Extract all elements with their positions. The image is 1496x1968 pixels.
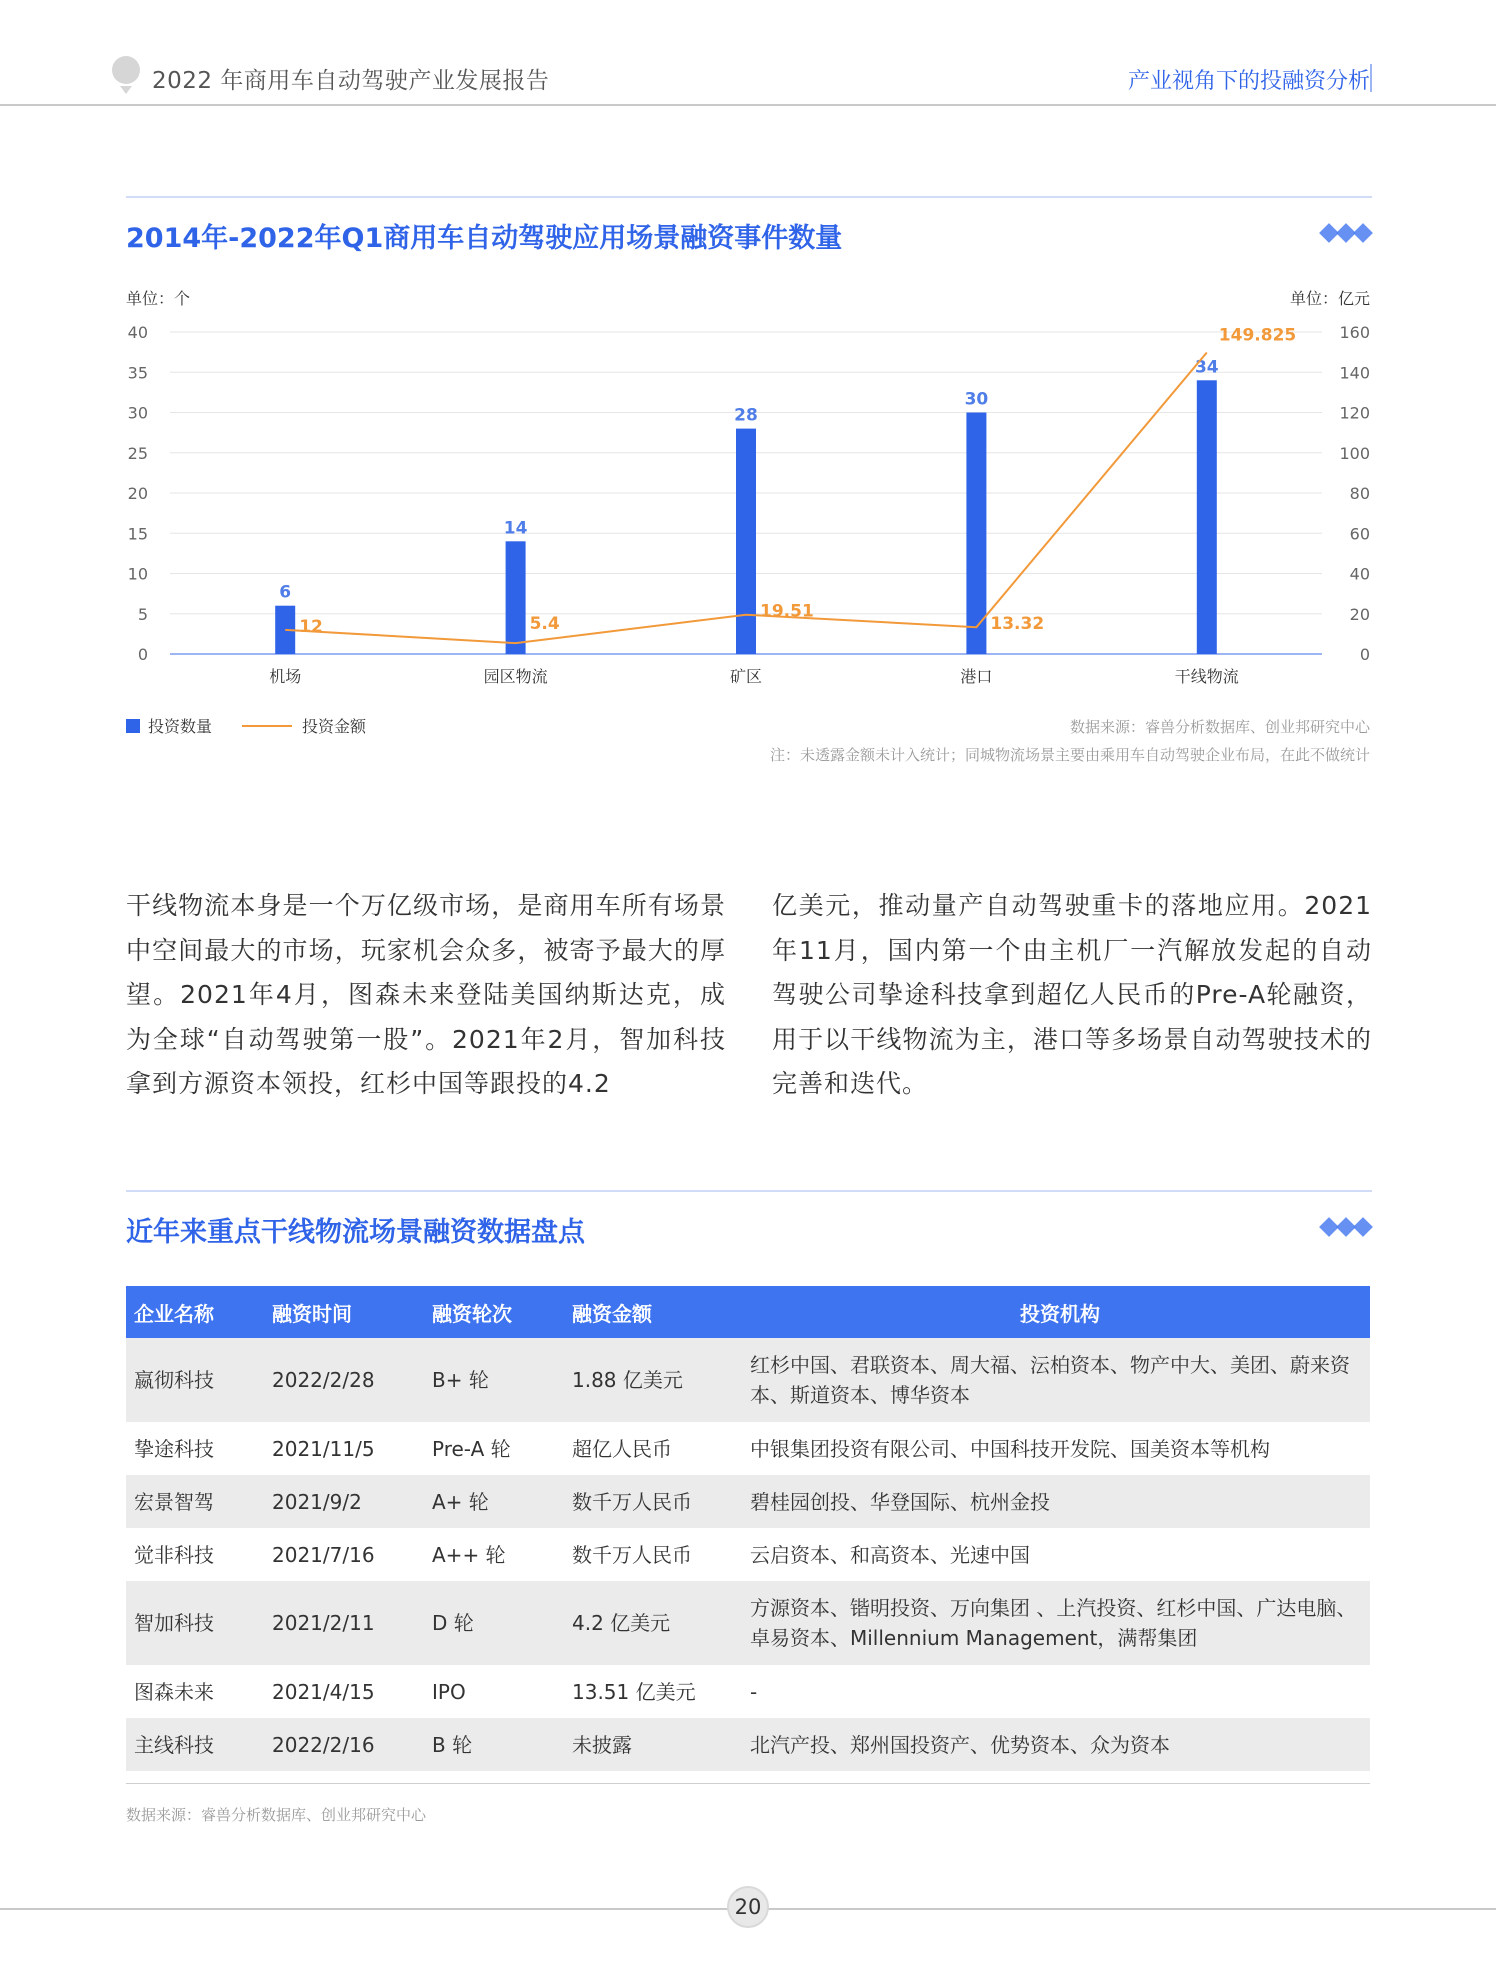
y-right-tick-label: 0 (1359, 645, 1370, 664)
y-right-tick-label: 160 (1339, 323, 1370, 342)
cell-date: 2021/2/11 (264, 1581, 424, 1665)
y-left-tick-label: 35 (127, 363, 148, 383)
table-source: 数据来源：睿兽分析数据库、创业邦研究中心 (126, 1806, 427, 1824)
x-tick-label: 机场 (269, 667, 302, 686)
cell-company: 嬴彻科技 (126, 1338, 264, 1422)
x-tick-label: 矿区 (729, 667, 763, 686)
section-divider (126, 1190, 1372, 1192)
column-header: 投资机构 (742, 1286, 1370, 1338)
table-row (126, 1665, 1370, 1718)
section-divider (126, 196, 1372, 198)
y-right-tick-label: 60 (1349, 524, 1370, 544)
table-row (126, 1581, 1370, 1665)
cell-company: 宏景智驾 (126, 1475, 264, 1528)
column-header: 融资轮次 (424, 1286, 564, 1338)
report-title: 2022 年商用车自动驾驶产业发展报告 (152, 68, 550, 94)
cell-date: 2022/2/28 (264, 1338, 424, 1422)
cell-investors: - (750, 1679, 758, 1704)
cell-date: 2021/9/2 (264, 1475, 424, 1528)
cell-amount: 4.2 亿美元 (564, 1581, 742, 1665)
x-tick-label: 干线物流 (1174, 667, 1239, 686)
cell-date: 2021/4/15 (272, 1679, 375, 1704)
bar-value-label: 14 (503, 518, 528, 539)
line-value-label: 149.825 (1218, 325, 1297, 346)
legend-line-label: 投资金额 (302, 717, 367, 736)
legend-bar-swatch (126, 719, 140, 733)
cell-round: D 轮 (424, 1581, 564, 1665)
diamonds-icon (1319, 226, 1370, 240)
y-right-tick-label: 140 (1339, 363, 1370, 383)
cell-company: 主线科技 (126, 1718, 264, 1771)
chart-note: 注：未透露金额未计入统计；同城物流场景主要由乘用车自动驾驶企业布局，在此不做统计 (769, 746, 1370, 764)
bar-value-label: 6 (279, 582, 292, 603)
financing-table (126, 1286, 1370, 1771)
cell-investors: 中银集团投资有限公司、中国科技开发院、国美资本等机构 (750, 1436, 1270, 1461)
x-tick-label: 港口 (960, 667, 993, 686)
y-left-tick-label: 10 (127, 564, 148, 584)
table-row (126, 1475, 1370, 1528)
column-header: 融资时间 (264, 1286, 424, 1338)
cell-round: IPO (432, 1679, 466, 1704)
cell-amount: 数千万人民币 (572, 1542, 692, 1567)
bar-value-label: 28 (734, 405, 758, 426)
cell-investors: 云启资本、和高资本、光速中国 (750, 1542, 1030, 1567)
cell-amount: 13.51 亿美元 (572, 1679, 696, 1704)
y-left-tick-label: 25 (127, 443, 148, 463)
table-row (126, 1718, 1370, 1771)
y-left-tick-label: 20 (127, 484, 148, 503)
y-left-tick-label: 15 (127, 524, 148, 544)
table-bottom-line (126, 1783, 1370, 1784)
table-header-row (126, 1286, 1370, 1338)
cell-company: 智加科技 (126, 1581, 264, 1665)
chart-legend (126, 714, 366, 737)
paragraph-left: 干线物流本身是一个万亿级市场，是商用车所有场景中空间最大的市场，玩家机会众多，被寄予最大的厚望。2021年4月，图森未来登陆美国纳斯达克，成为全球“自动驾驶第一股”。2021年2月，智加科技拿到方源资本领投，红杉中国等跟投的4.2 (126, 891, 726, 1098)
column-header: 企业名称 (126, 1286, 264, 1338)
right-axis-unit: 单位：亿元 (1289, 289, 1370, 308)
header-divider (1370, 64, 1372, 92)
cell-amount: 未披露 (564, 1718, 742, 1771)
legend-bar-label: 投资数量 (148, 717, 213, 736)
table-row (126, 1528, 1370, 1581)
cell-investors: 北汽产投、郑州国投资产、优势资本、众为资本 (742, 1718, 1370, 1771)
bar-value-label: 30 (964, 389, 989, 410)
y-left-tick-label: 30 (127, 403, 148, 423)
cell-date: 2021/11/5 (272, 1436, 375, 1461)
y-left-tick-label: 0 (137, 645, 148, 664)
cell-amount: 1.88 亿美元 (564, 1338, 742, 1422)
paragraph-right: 亿美元，推动量产自动驾驶重卡的落地应用。2021年11月，国内第一个由主机厂一汽解放发起的自动驾驶公司挚途科技拿到超亿人民币的Pre-A轮融资，用于以干线物流为主，港口等多场景自动驾驶技术的完善和迭代。 (772, 891, 1372, 1098)
left-axis-unit: 单位：个 (126, 289, 191, 308)
financing-chart (110, 310, 1390, 690)
cell-amount: 超亿人民币 (572, 1436, 672, 1461)
line-value-label: 19.51 (760, 601, 814, 622)
bar-园区物流 (506, 541, 526, 654)
cell-round: B 轮 (424, 1718, 564, 1771)
cell-round: A+ 轮 (424, 1475, 564, 1528)
cell-amount: 数千万人民币 (564, 1475, 742, 1528)
cell-date: 2022/2/16 (264, 1718, 424, 1771)
line-value-label: 5.4 (529, 614, 560, 635)
chart-source: 数据来源：睿兽分析数据库、创业邦研究中心 (1069, 718, 1370, 736)
y-right-tick-label: 80 (1349, 484, 1370, 503)
cell-round: A++ 轮 (432, 1542, 506, 1567)
cell-company: 觉非科技 (134, 1542, 214, 1567)
line-value-label: 12 (299, 616, 323, 637)
y-right-tick-label: 20 (1349, 604, 1370, 624)
x-tick-label: 园区物流 (483, 667, 548, 686)
cell-round: Pre-A 轮 (432, 1436, 511, 1461)
y-right-tick-label: 100 (1339, 443, 1370, 463)
cell-investors: 方源资本、锴明投资、万向集团 、上汽投资、红杉中国、广达电脑、卓易资本、Millennium Management，满帮集团 (742, 1581, 1370, 1665)
table-row (126, 1338, 1370, 1422)
table-heading: 近年来重点干线物流场景融资数据盘点 (126, 1217, 585, 1248)
y-left-tick-label: 5 (137, 604, 148, 624)
y-right-tick-label: 40 (1349, 564, 1370, 584)
diamonds-icon (1319, 1220, 1370, 1234)
cell-date: 2021/7/16 (272, 1542, 375, 1567)
section-title: 产业视角下的投融资分析 (1127, 69, 1370, 94)
y-left-tick-label: 40 (127, 323, 148, 342)
table-row (126, 1422, 1370, 1475)
chart-heading: 2014年-2022年Q1商用车自动驾驶应用场景融资事件数量 (126, 223, 843, 254)
legend-line-swatch (242, 725, 292, 727)
bar-value-label: 34 (1194, 357, 1219, 378)
cell-company: 挚途科技 (134, 1436, 214, 1461)
pin-logo-icon (110, 56, 142, 96)
page-header (0, 0, 1496, 106)
cell-investors: 碧桂园创投、华登国际、杭州金投 (742, 1475, 1370, 1528)
cell-round: B+ 轮 (424, 1338, 564, 1422)
line-value-label: 13.32 (990, 614, 1045, 635)
bar-干线物流 (1197, 380, 1217, 654)
cell-company: 图森未来 (134, 1679, 214, 1704)
column-header: 融资金额 (564, 1286, 742, 1338)
cell-investors: 红杉中国、君联资本、周大福、沄柏资本、物产中大、美团、蔚来资本、斯道资本、博华资本 (742, 1338, 1370, 1422)
bar-矿区 (736, 429, 756, 654)
y-right-tick-label: 120 (1339, 403, 1370, 423)
page-number: 20 (727, 1886, 769, 1928)
